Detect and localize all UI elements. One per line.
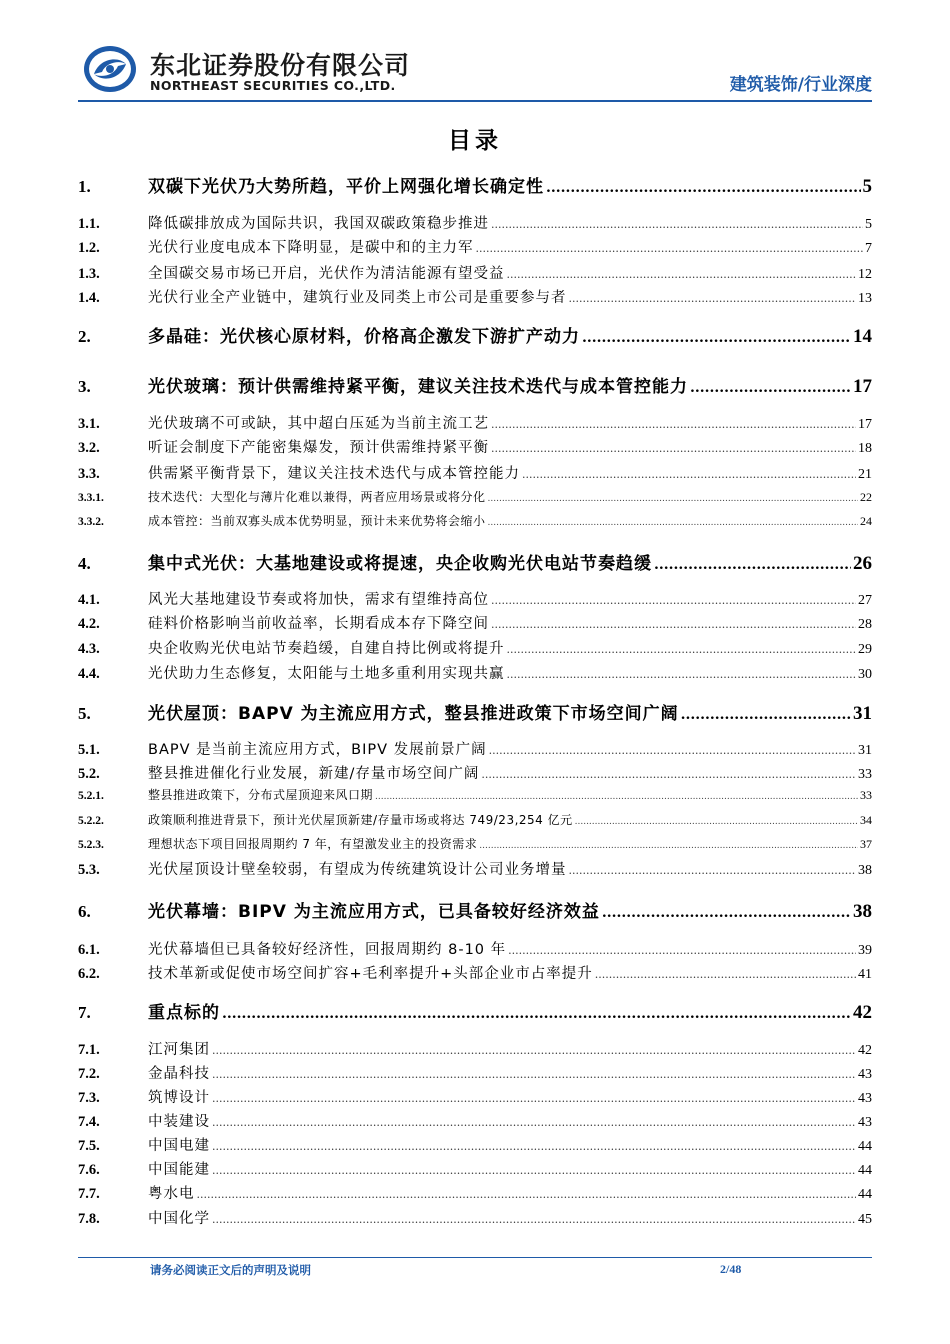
toc-entry-title: 粤水电 xyxy=(148,1186,195,1202)
toc-entry-title: 中装建设 xyxy=(148,1114,210,1130)
toc-entry[interactable] xyxy=(78,962,872,983)
toc-entry-title: 政策顺利推进背景下，预计光伏屋顶新建/存量市场或将达 749/23,254 亿元 xyxy=(148,813,573,827)
toc-entry-number: 4.4. xyxy=(78,666,100,682)
toc-entry-number: 6.2. xyxy=(78,966,100,982)
toc-entry[interactable] xyxy=(78,1182,872,1203)
toc-entry[interactable] xyxy=(78,549,872,575)
toc-entry-title: 中国电建 xyxy=(148,1138,210,1154)
toc-entry-title: 多晶硅：光伏核心原材料，价格高企激发下游扩产动力 xyxy=(148,327,580,347)
toc-entry-number: 7. xyxy=(78,1003,91,1022)
toc-entry-page: 33 xyxy=(858,767,872,782)
toc-entry-number: 4.1. xyxy=(78,592,100,608)
toc-dot-leader xyxy=(222,1006,851,1022)
toc-entry-title: 成本管控：当前双寡头成本优势明显，预计未来优势将会缩小 xyxy=(148,514,486,528)
toc-entry-title: 技术革新或促使市场空间扩容+毛利率提升+头部企业市占率提升 xyxy=(148,966,593,982)
toc-entry-number: 5.2.1. xyxy=(78,790,104,802)
toc-dot-leader xyxy=(507,668,857,681)
toc-entry-page: 14 xyxy=(853,326,872,347)
toc-entry-title: 整县推进政策下，分布式屋顶迎来风口期 xyxy=(148,788,374,802)
header-divider xyxy=(78,100,872,102)
toc-entry[interactable] xyxy=(78,662,872,683)
toc-entry-title: 技术迭代：大型化与薄片化难以兼得，两者应用场景或将分化 xyxy=(148,490,486,504)
toc-entry-page: 38 xyxy=(858,863,872,878)
toc-dot-leader xyxy=(479,841,858,851)
toc-entry-title: BAPV 是当前主流应用方式，BIPV 发展前景广阔 xyxy=(148,742,487,758)
toc-entry-title: 光伏幕墙但已具备较好经济性，回报周期约 8-10 年 xyxy=(148,942,507,958)
toc-entry[interactable] xyxy=(78,172,872,198)
toc-entry-page: 26 xyxy=(853,553,872,574)
toc-entry-number: 3.2. xyxy=(78,440,100,456)
toc-dot-leader xyxy=(690,380,851,396)
toc-entry[interactable] xyxy=(78,998,872,1024)
toc-entry[interactable] xyxy=(78,938,872,959)
toc-entry-page: 24 xyxy=(860,514,872,528)
toc-entry-title: 光伏行业度电成本下降明显，是碳中和的主力军 xyxy=(148,240,474,256)
toc-entry-title: 硅料价格影响当前收益率，长期看成本存下降空间 xyxy=(148,616,489,632)
toc-entry-page: 17 xyxy=(853,376,872,397)
toc-entry-number: 7.3. xyxy=(78,1090,100,1106)
toc-dot-leader xyxy=(491,618,856,631)
toc-entry-page: 12 xyxy=(858,267,872,282)
toc-entry-page: 34 xyxy=(860,813,872,827)
toc-entry[interactable] xyxy=(78,588,872,609)
toc-dot-leader xyxy=(602,905,851,921)
toc-entry-page: 5 xyxy=(865,217,872,232)
toc-entry-number: 4. xyxy=(78,554,91,573)
toc-entry-page: 39 xyxy=(858,943,872,958)
toc-entry-page: 21 xyxy=(858,467,872,482)
toc-dot-leader xyxy=(575,817,858,827)
toc-entry-title: 中国能建 xyxy=(148,1162,210,1178)
toc-entry[interactable] xyxy=(78,322,872,348)
page-header xyxy=(0,0,950,110)
company-logo-icon xyxy=(82,44,138,94)
toc-entry[interactable] xyxy=(78,835,872,852)
footer-divider xyxy=(78,1257,872,1258)
toc-dot-leader xyxy=(569,864,857,877)
report-category-tag: 建筑装饰/行业深度 xyxy=(729,75,872,95)
toc-entry-title: 光伏行业全产业链中，建筑行业及同类上市公司是重要参与者 xyxy=(148,290,567,306)
toc-entry-page: 44 xyxy=(858,1139,872,1154)
toc-entry-page: 27 xyxy=(858,593,872,608)
toc-entry-number: 4.3. xyxy=(78,641,100,657)
toc-entry[interactable] xyxy=(78,1110,872,1131)
toc-entry[interactable] xyxy=(78,286,872,307)
toc-entry-number: 1.1. xyxy=(78,216,100,232)
toc-entry-page: 43 xyxy=(858,1115,872,1130)
toc-entry[interactable] xyxy=(78,262,872,283)
toc-dot-leader xyxy=(491,218,863,231)
toc-entry[interactable] xyxy=(78,462,872,483)
toc-entry-page: 29 xyxy=(858,642,872,657)
toc-entry-title: 整县推进催化行业发展，新建/存量市场空间广阔 xyxy=(148,766,480,782)
toc-entry[interactable] xyxy=(78,1086,872,1107)
toc-entry[interactable] xyxy=(78,762,872,783)
toc-entry-title: 供需紧平衡背景下，建议关注技术迭代与成本管控能力 xyxy=(148,466,520,482)
toc-entry-page: 13 xyxy=(858,291,872,306)
toc-dot-leader xyxy=(582,330,851,346)
footer-disclaimer: 请务必阅读正文后的声明及说明 xyxy=(150,1263,311,1277)
toc-dot-leader xyxy=(212,1068,856,1081)
toc-entry-title: 双碳下光伏乃大势所趋，平价上网强化增长确定性 xyxy=(148,177,544,197)
toc-entry-number: 7.7. xyxy=(78,1186,100,1202)
toc-entry-number: 1. xyxy=(78,177,91,196)
toc-entry-number: 1.3. xyxy=(78,266,100,282)
toc-entry[interactable] xyxy=(78,1134,872,1155)
toc-entry-page: 42 xyxy=(853,1002,872,1023)
toc-entry-number: 3.3. xyxy=(78,466,100,482)
toc-entry[interactable] xyxy=(78,612,872,633)
toc-dot-leader xyxy=(491,418,856,431)
toc-dot-leader xyxy=(654,557,851,573)
toc-entry[interactable] xyxy=(78,1062,872,1083)
toc-dot-leader xyxy=(476,242,864,255)
toc-entry-page: 33 xyxy=(860,788,872,802)
toc-dot-leader xyxy=(489,744,856,757)
toc-entry[interactable] xyxy=(78,637,872,658)
toc-dot-leader xyxy=(488,494,858,504)
toc-entry[interactable] xyxy=(78,1207,872,1228)
toc-entry-title: 央企收购光伏电站节奏趋缓，自建自持比例或将提升 xyxy=(148,641,505,657)
toc-dot-leader xyxy=(595,968,856,981)
toc-dot-leader xyxy=(491,442,856,455)
toc-entry[interactable] xyxy=(78,212,872,233)
toc-entry-number: 7.8. xyxy=(78,1211,100,1227)
toc-entry-title: 金晶科技 xyxy=(148,1066,210,1082)
toc-entry[interactable] xyxy=(78,786,872,803)
toc-entry-number: 5.1. xyxy=(78,742,100,758)
toc-entry-page: 42 xyxy=(858,1043,872,1058)
toc-entry-title: 光伏屋顶设计壁垒较弱，有望成为传统建筑设计公司业务增量 xyxy=(148,862,567,878)
toc-entry-page: 30 xyxy=(858,667,872,682)
toc-entry-page: 22 xyxy=(860,490,872,504)
toc-entry-number: 7.2. xyxy=(78,1066,100,1082)
toc-entry-number: 4.2. xyxy=(78,616,100,632)
toc-entry[interactable] xyxy=(78,858,872,879)
toc-entry-page: 44 xyxy=(858,1187,872,1202)
toc-entry[interactable] xyxy=(78,811,872,828)
toc-dot-leader xyxy=(546,180,861,196)
toc-entry[interactable] xyxy=(78,738,872,759)
toc-entry-page: 17 xyxy=(858,417,872,432)
toc-entry[interactable] xyxy=(78,699,872,725)
toc-entry-title: 听证会制度下产能密集爆发，预计供需维持紧平衡 xyxy=(148,440,489,456)
toc-entry[interactable] xyxy=(78,236,872,257)
toc-entry-number: 7.1. xyxy=(78,1042,100,1058)
toc-entry-page: 37 xyxy=(860,837,872,851)
toc-dot-leader xyxy=(212,1140,856,1153)
toc-entry[interactable] xyxy=(78,1038,872,1059)
toc-entry-page: 18 xyxy=(858,441,872,456)
toc-entry-title: 筑博设计 xyxy=(148,1090,210,1106)
toc-entry-title: 光伏助力生态修复，太阳能与土地多重利用实现共赢 xyxy=(148,666,505,682)
toc-dot-leader xyxy=(507,643,857,656)
toc-entry-page: 5 xyxy=(862,176,872,197)
toc-entry-page: 44 xyxy=(858,1163,872,1178)
footer-page-number: 2/48 xyxy=(720,1262,742,1276)
toc-dot-leader xyxy=(681,707,851,723)
toc-entry-page: 38 xyxy=(853,901,872,922)
toc-entry-page: 43 xyxy=(858,1067,872,1082)
toc-entry-title: 全国碳交易市场已开启，光伏作为清洁能源有望受益 xyxy=(148,266,505,282)
toc-entry[interactable] xyxy=(78,897,872,923)
toc-entry[interactable] xyxy=(78,412,872,433)
toc-entry-title: 降低碳排放成为国际共识，我国双碳政策稳步推进 xyxy=(148,216,489,232)
toc-entry-number: 5.2.2. xyxy=(78,815,104,827)
toc-entry-number: 2. xyxy=(78,327,91,346)
toc-dot-leader xyxy=(212,1164,856,1177)
toc-dot-leader xyxy=(375,792,858,802)
toc-entry-page: 45 xyxy=(858,1212,872,1227)
toc-dot-leader xyxy=(488,518,858,528)
toc-entry[interactable] xyxy=(78,436,872,457)
toc-entry-page: 31 xyxy=(853,703,872,724)
toc-entry[interactable] xyxy=(78,1158,872,1179)
toc-entry[interactable] xyxy=(78,488,872,505)
toc-entry-number: 1.2. xyxy=(78,240,100,256)
toc-entry-number: 6.1. xyxy=(78,942,100,958)
toc-entry-number: 1.4. xyxy=(78,290,100,306)
toc-entry-number: 3.3.1. xyxy=(78,492,104,504)
toc-dot-leader xyxy=(569,292,857,305)
toc-entry-page: 28 xyxy=(858,617,872,632)
toc-entry[interactable] xyxy=(78,512,872,529)
toc-entry-number: 5.2. xyxy=(78,766,100,782)
toc-entry-title: 风光大基地建设节奏或将加快，需求有望维持高位 xyxy=(148,592,489,608)
toc-entry-title: 重点标的 xyxy=(148,1003,220,1023)
toc-entry-number: 3.1. xyxy=(78,416,100,432)
toc-entry-title: 光伏玻璃：预计供需维持紧平衡，建议关注技术迭代与成本管控能力 xyxy=(148,377,688,397)
toc-entry-page: 7 xyxy=(865,241,872,256)
toc-entry-title: 光伏幕墙：BIPV 为主流应用方式，已具备较好经济效益 xyxy=(148,902,600,922)
toc-dot-leader xyxy=(212,1213,856,1226)
toc-entry-title: 中国化学 xyxy=(148,1211,210,1227)
toc-entry-page: 31 xyxy=(858,743,872,758)
toc-entry-number: 5. xyxy=(78,704,91,723)
toc-dot-leader xyxy=(212,1116,856,1129)
toc-dot-leader xyxy=(491,594,856,607)
toc-entry-title: 理想状态下项目回报周期约 7 年，有望激发业主的投资需求 xyxy=(148,837,478,851)
toc-entry[interactable] xyxy=(78,372,872,398)
toc-entry-number: 5.2.3. xyxy=(78,839,104,851)
toc-entry-title: 光伏屋顶：BAPV 为主流应用方式，整县推进政策下市场空间广阔 xyxy=(148,704,679,724)
toc-dot-leader xyxy=(197,1188,857,1201)
toc-entry-number: 5.3. xyxy=(78,862,100,878)
toc-entry-title: 光伏玻璃不可或缺，其中超白压延为当前主流工艺 xyxy=(148,416,489,432)
toc-entry-number: 3. xyxy=(78,377,91,396)
toc-entry-title: 集中式光伏：大基地建设或将提速，央企收购光伏电站节奏趋缓 xyxy=(148,554,652,574)
toc-entry-title: 江河集团 xyxy=(148,1042,210,1058)
toc-entry-page: 41 xyxy=(858,967,872,982)
toc-entry-page: 43 xyxy=(858,1091,872,1106)
toc-entry-number: 7.4. xyxy=(78,1114,100,1130)
company-name-cn: 东北证券股份有限公司 xyxy=(150,51,411,80)
toc-dot-leader xyxy=(212,1092,856,1105)
toc-entry-number: 7.6. xyxy=(78,1162,100,1178)
toc-entry-number: 6. xyxy=(78,902,91,921)
toc-dot-leader xyxy=(481,768,856,781)
toc-entry-number: 3.3.2. xyxy=(78,516,104,528)
toc-dot-leader xyxy=(212,1044,856,1057)
toc-entry-number: 7.5. xyxy=(78,1138,100,1154)
company-name-en: NORTHEAST SECURITIES CO.,LTD. xyxy=(150,78,396,93)
page-title: 目录 xyxy=(448,128,502,154)
toc-dot-leader xyxy=(507,268,857,281)
toc-dot-leader xyxy=(508,944,856,957)
toc-dot-leader xyxy=(522,468,856,481)
